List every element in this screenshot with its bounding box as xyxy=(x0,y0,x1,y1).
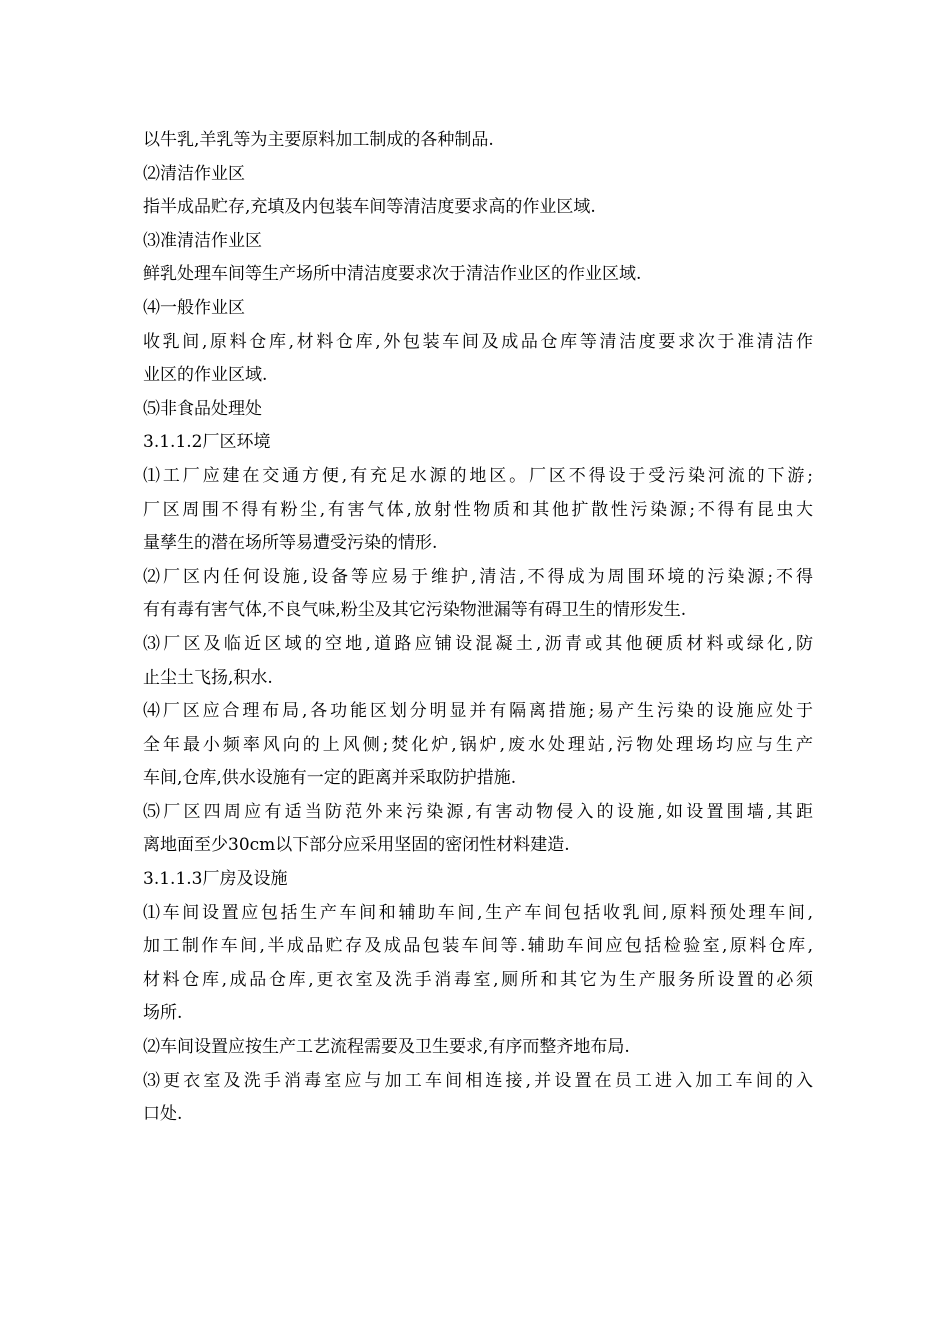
text-line: 全年最小频率风向的上风侧;焚化炉,锅炉,废水处理站,污物处理场均应与生产 xyxy=(143,734,813,755)
text-line: ⑸厂区四周应有适当防范外来污染源,有害动物侵入的设施,如设置围墙,其距 xyxy=(143,801,813,822)
text-line: ⑴工厂应建在交通方便,有充足水源的地区。厂区不得设于受污染河流的下游; xyxy=(143,465,813,486)
text-line: ⑶准清洁作业区 xyxy=(143,230,262,251)
text-line: ⑶更衣室及洗手消毒室应与加工车间相连接,并设置在员工进入加工车间的入 xyxy=(143,1070,813,1091)
text-line: 业区的作业区域. xyxy=(143,365,268,386)
text-line: ⑸非食品处理处 xyxy=(143,398,262,419)
text-line: 口处. xyxy=(143,1104,183,1125)
text-line: 以牛乳,羊乳等为主要原料加工制成的各种制品. xyxy=(143,130,494,150)
text-line: ⑶厂区及临近区域的空地,道路应铺设混凝土,沥青或其他硬质材料或绿化,防 xyxy=(143,633,813,654)
text-line: 场所. xyxy=(143,1003,183,1024)
text-line: 3.1.1.3厂房及设施 xyxy=(143,869,288,890)
text-line: 车间,仓库,供水设施有一定的距离并采取防护措施. xyxy=(143,768,517,789)
text-line: 3.1.1.2厂区环境 xyxy=(143,432,271,453)
text-line: 有有毒有害气体,不良气味,粉尘及其它污染物泄漏等有碍卫生的情形发生. xyxy=(143,600,687,621)
text-line: 加工制作车间,半成品贮存及成品包装车间等.辅助车间应包括检验室,原料仓库, xyxy=(143,936,813,957)
text-line: ⑴车间设置应包括生产车间和辅助车间,生产车间包括收乳间,原料预处理车间, xyxy=(143,902,813,923)
text-line: 止尘土飞扬,积水. xyxy=(143,667,273,688)
text-line: ⑵厂区内任何设施,设备等应易于维护,清洁,不得成为周围环境的污染源;不得 xyxy=(143,566,813,587)
text-line: 量孳生的潜在场所等易遭受污染的情形. xyxy=(143,533,438,554)
text-line: 厂区周围不得有粉尘,有害气体,放射性物质和其他扩散性污染源;不得有昆虫大 xyxy=(143,499,813,520)
document-page xyxy=(143,124,813,1132)
text-line: 收乳间,原料仓库,材料仓库,外包装车间及成品仓库等清洁度要求次于准清洁作 xyxy=(143,331,813,352)
text-line: ⑷厂区应合理布局,各功能区划分明显并有隔离措施;易产生污染的设施应处于 xyxy=(143,701,813,722)
text-line: ⑵清洁作业区 xyxy=(143,163,245,184)
text-line: ⑵车间设置应按生产工艺流程需要及卫生要求,有序而整齐地布局. xyxy=(143,1037,630,1058)
text-line: ⑷一般作业区 xyxy=(143,297,245,318)
text-line: 离地面至少30cm以下部分应采用坚固的密闭性材料建造. xyxy=(143,835,570,856)
text-line: 材料仓库,成品仓库,更衣室及洗手消毒室,厕所和其它为生产服务所设置的必须 xyxy=(143,969,813,990)
text-line: 指半成品贮存,充填及内包装车间等清洁度要求高的作业区域. xyxy=(143,197,596,218)
text-line: 鲜乳处理车间等生产场所中清洁度要求次于清洁作业区的作业区域. xyxy=(143,264,642,285)
